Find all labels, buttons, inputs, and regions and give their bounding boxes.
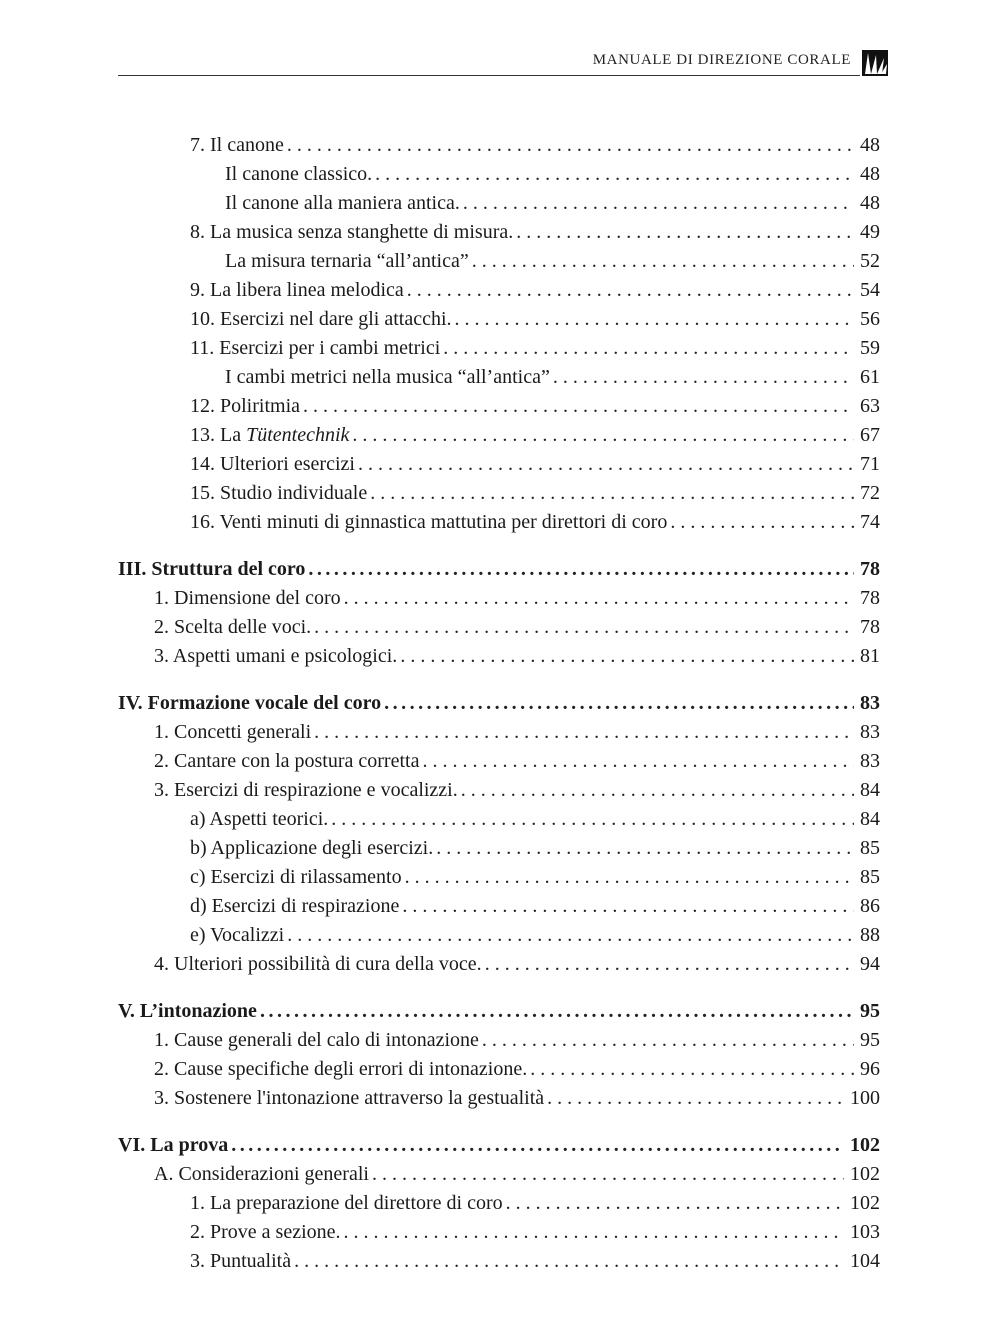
toc-entry [154,747,880,776]
dot-leader [260,997,854,1026]
toc-page-number: 74 [860,511,880,533]
toc-page-number: 48 [860,192,880,214]
toc-page-number: 96 [860,1058,880,1080]
toc-entry-title: 13. La Tütentechnik [190,424,350,446]
toc-page-number: 102 [850,1134,880,1156]
dot-leader [407,276,854,305]
toc-entry-title: 1. Concetti generali [154,721,312,743]
dot-leader [314,613,854,642]
toc-entry-title: I cambi metrici nella musica “all’antica” [225,366,550,388]
running-header-title: MANUALE DI DIREZIONE CORALE [592,52,851,68]
toc-entry-title: Il canone alla maniera antica. [225,192,460,214]
dot-leader [402,892,854,921]
dot-leader [553,363,854,392]
toc-entry [225,247,880,276]
toc-entry-title: 2. Cantare con la postura corretta [154,750,420,772]
dot-leader [530,1055,854,1084]
toc-page-number: 83 [860,750,880,772]
toc-entry-title: III. Struttura del coro [118,558,306,580]
dot-leader [331,805,854,834]
dot-leader [422,747,854,776]
toc-page-number: 67 [860,424,880,446]
toc-entry-title: 2. Cause specifiche degli errori di intonazione. [154,1058,528,1080]
toc-entry [190,450,880,479]
toc-entry-title: a) Aspetti teorici. [190,808,329,830]
dot-leader [344,584,854,613]
toc-page-number: 78 [860,587,880,609]
toc-entry [190,334,880,363]
toc-page-number: 72 [860,482,880,504]
dot-leader [384,689,854,718]
dot-leader [314,718,854,747]
toc-entry [154,1160,880,1189]
toc-entry-title: 14. Ulteriori esercizi [190,453,355,475]
toc-entry [190,1189,880,1218]
dot-leader [516,218,854,247]
toc-entry [190,892,880,921]
toc-entry-title: 2. Scelta delle voci. [154,616,312,638]
toc-page-number: 95 [860,1029,880,1051]
toc-entry-title: 3. Esercizi di respirazione e vocalizzi. [154,779,458,801]
toc-page-number: 52 [860,250,880,272]
toc-entry [190,834,880,863]
toc-page-number: 86 [860,895,880,917]
toc-entry-title: d) Esercizi di respirazione [190,895,400,917]
toc-entry [190,218,880,247]
toc-entry [154,1026,880,1055]
toc-entry-title: 1. Cause generali del calo di intonazione [154,1029,479,1051]
toc-page-number: 85 [860,837,880,859]
dot-leader [436,834,854,863]
toc-entry-title: 1. La preparazione del direttore di coro [190,1192,503,1214]
toc-entry [190,1247,880,1276]
dot-leader [400,642,854,671]
toc-page-number: 48 [860,134,880,156]
dot-leader [294,1247,844,1276]
toc-entry-title: c) Esercizi di rilassamento [190,866,402,888]
dot-leader [455,305,854,334]
dot-leader [303,392,854,421]
dot-leader [308,555,854,584]
toc-entry [154,1055,880,1084]
toc-entry [190,276,880,305]
dot-leader [358,450,854,479]
toc-entry-title: 3. Sostenere l'intonazione attraverso la gestualità [154,1087,545,1109]
toc-entry [154,1084,880,1113]
toc-page-number: 100 [850,1087,880,1109]
header-rule [118,75,860,76]
toc-page-number: 49 [860,221,880,243]
dot-leader [231,1131,844,1160]
toc-entry [190,392,880,421]
toc-page-number: 61 [860,366,880,388]
toc-entry-title: Il canone classico. [225,163,373,185]
toc-page-number: 104 [850,1250,880,1272]
toc-entry-title: 3. Aspetti umani e psicologici. [154,645,398,667]
toc-entry-title: 16. Venti minuti di ginnastica mattutina per direttori di coro [190,511,668,533]
toc-chapter-entry [118,555,880,584]
toc-entry [190,305,880,334]
toc-entry [154,950,880,979]
toc-page-number: 88 [860,924,880,946]
toc-page-number: 102 [850,1192,880,1214]
toc-entry [190,479,880,508]
toc-entry-title: 8. La musica senza stanghette di misura. [190,221,514,243]
toc-entry [190,1218,880,1247]
toc-entry [190,863,880,892]
toc-page-number: 85 [860,866,880,888]
toc-page-number: 81 [860,645,880,667]
toc-page-number: 83 [860,721,880,743]
dot-leader [443,334,854,363]
toc-entry-title: b) Applicazione degli esercizi. [190,837,434,859]
toc-page-number: 84 [860,779,880,801]
dot-leader [352,421,854,450]
toc-page-number: 95 [860,1000,880,1022]
toc-page-number: 83 [860,692,880,714]
toc-entry [190,508,880,537]
dot-leader [461,776,854,805]
toc-entry [154,718,880,747]
toc-entry [225,189,880,218]
dot-leader [506,1189,844,1218]
toc-chapter-entry [118,997,880,1026]
toc-page-number: 78 [860,616,880,638]
toc-page-number: 63 [860,395,880,417]
dot-leader [372,1160,844,1189]
toc-entry-title: V. L’intonazione [118,1000,257,1022]
toc-page-number: 84 [860,808,880,830]
dot-leader [463,189,854,218]
toc-page-number: 59 [860,337,880,359]
dot-leader [344,1218,844,1247]
toc-chapter-entry [118,689,880,718]
dot-leader [287,131,854,160]
toc-page-number: 48 [860,163,880,185]
toc-entry-title: 3. Puntualità [190,1250,292,1272]
dot-leader [482,1026,854,1055]
toc-entry-title: 2. Prove a sezione. [190,1221,341,1243]
toc-chapter-entry [118,1131,880,1160]
toc-entry [190,421,880,450]
toc-page-number: 103 [850,1221,880,1243]
toc-entry-title: 4. Ulteriori possibilità di cura della voce. [154,953,482,975]
toc-entry-title: 7. Il canone [190,134,284,156]
toc-page-number: 78 [860,558,880,580]
toc-page-number: 71 [860,453,880,475]
toc-entry [225,363,880,392]
dot-leader [547,1084,844,1113]
toc-entry [225,160,880,189]
toc-entry [154,776,880,805]
dot-leader [375,160,854,189]
dot-leader [370,479,854,508]
toc-entry-title: e) Vocalizzi [190,924,285,946]
toc-entry [190,805,880,834]
toc-entry-title: 9. La libera linea melodica [190,279,404,301]
dot-leader [670,508,854,537]
fan-leaves-logo-icon [862,50,888,76]
dot-leader [405,863,854,892]
dot-leader [287,921,854,950]
toc-entry [154,584,880,613]
toc-entry-title: 10. Esercizi nel dare gli attacchi. [190,308,452,330]
toc-entry [154,613,880,642]
toc-entry-title: 11. Esercizi per i cambi metrici [190,337,441,359]
running-header [118,50,888,76]
toc-entry-title: IV. Formazione vocale del coro [118,692,382,714]
toc-entry-title: La misura ternaria “all’antica” [225,250,469,272]
toc-entry [190,921,880,950]
toc-entry-title: VI. La prova [118,1134,229,1156]
toc-entry [190,131,880,160]
toc-page-number: 102 [850,1163,880,1185]
toc-entry-title: A. Considerazioni generali [154,1163,369,1185]
toc-entry-title: 12. Poliritmia [190,395,300,417]
dot-leader [485,950,854,979]
toc-entry-title: 15. Studio individuale [190,482,368,504]
toc-entry [154,642,880,671]
toc-page-number: 56 [860,308,880,330]
toc-page-number: 94 [860,953,880,975]
toc-page-number: 54 [860,279,880,301]
toc-entry-title: 1. Dimensione del coro [154,587,341,609]
dot-leader [472,247,854,276]
